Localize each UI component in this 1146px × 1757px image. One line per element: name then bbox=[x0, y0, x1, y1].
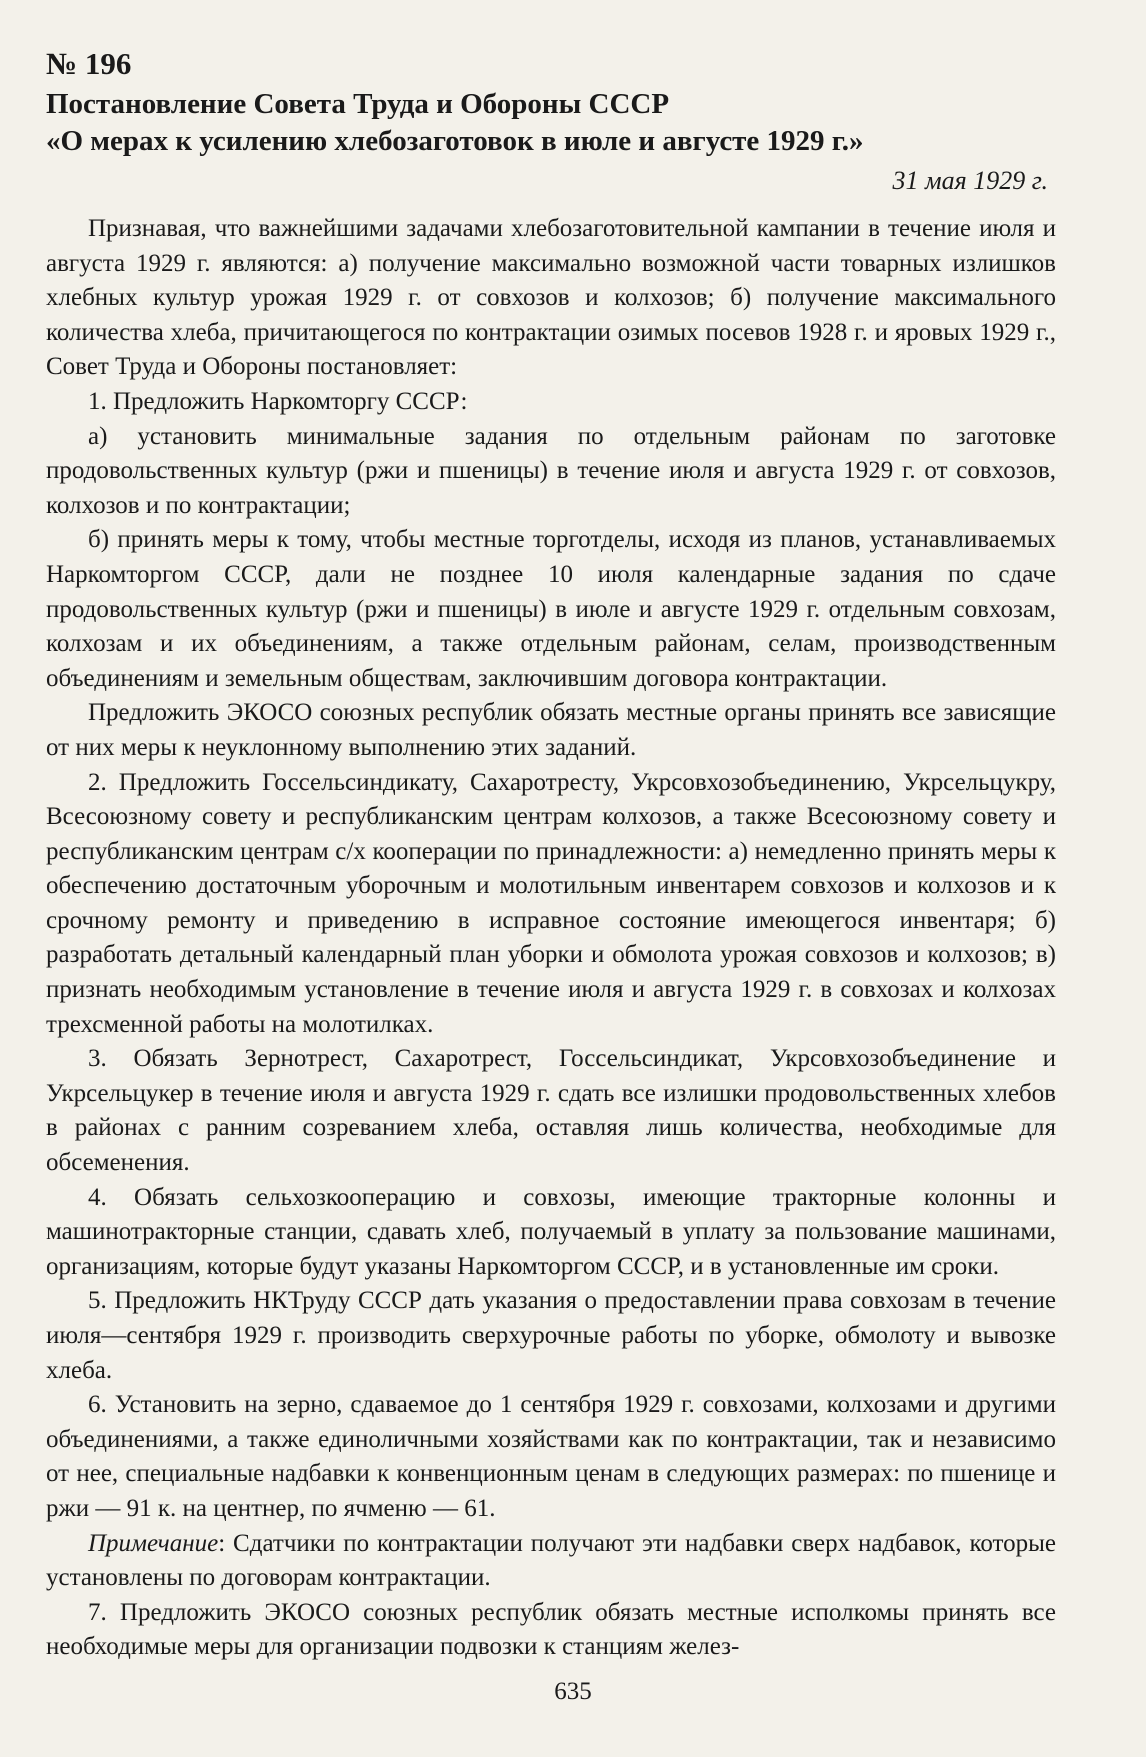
paragraph-preamble: Признавая, что важнейшими задачами хлебозаготовительной кампании в течение июля и августа 1929 г. являются: а) получение максимально возможной части товарных излишков хлебных культур урожая 1929 г. от совхозов и колхозов; б) получение максимального количества хлеба, причитающегося по контрактации озимых посевов 1928 г. и яровых 1929 г., Совет Труда и Обороны постановляет: bbox=[46, 215, 1056, 381]
paragraph-item-1: 1. Предложить Наркомторгу СССР: bbox=[88, 387, 468, 415]
paragraph-item-1a: а) установить минимальные задания по отдельным районам по заготовке продовольственных культур (ржи и пшеницы) в течение июля и августа 1929 г. от совхозов, колхозов и по контрактации; bbox=[46, 422, 1056, 519]
note-paragraph bbox=[46, 1527, 1056, 1596]
document-number: № 196 bbox=[46, 46, 132, 81]
note-text: : Сдатчики по контрактации получают эти надбавки сверх надбавок, которые установлены по договорам контрактации. bbox=[46, 1529, 1056, 1592]
paragraph-item-4: 4. Обязать сельхозкооперацию и совхозы, имеющие тракторные колонны и машинотракторные станции, сдавать хлеб, получаемый в уплату за пользование машинами, организациям, которые будут указаны Наркомторгом СССР, и в установленные им сроки. bbox=[46, 1183, 1056, 1280]
note-label: Примечание bbox=[88, 1529, 219, 1557]
paragraph-item-3: 3. Обязать Зернотрест, Сахаротрест, Госсельсиндикат, Укрсовхозобъединение и Укрсельцукер в течение июля и августа 1929 г. сдать все излишки продовольственных хлебов в районах с ранним созреванием хлеба, оставляя лишь количества, необходимые для обсеменения. bbox=[46, 1045, 1056, 1177]
page-number: 635 bbox=[554, 1678, 592, 1705]
paragraph-item-2: 2. Предложить Госсельсиндикату, Сахаротресту, Укрсовхозобъединению, Укрсельцукру, Всесоюзному совету и республиканским центрам колхозов, а также Всесоюзному совету и республиканским центрам с/х кооперации по принадлежности: а) немедленно принять меры к обеспечению достаточным уборочным и молотильным инвентарем совхозов и колхозов и к срочному ремонту и приведению в исправное состояние имеющегося инвентаря; б) разработать детальный календарный план уборки и обмолота урожая совхозов и колхозов; в) признать необходимым установление в течение июля и августа 1929 г. в совхозах и колхозах трехсменной работы на молотилках. bbox=[46, 768, 1056, 1038]
paragraph-ekoso: Предложить ЭКОСО союзных республик обязать местные органы принять все зависящие от них меры к неуклонному выполнению этих заданий. bbox=[46, 699, 1056, 761]
paragraph-item-1b: б) принять меры к тому, чтобы местные торготделы, исходя из планов, устанавливаемых Наркомторгом СССР, дали не позднее 10 июля календарные задания по сдаче продовольственных культур (ржи и пшеницы) в июле и августе 1929 г. отдельным совхозам, колхозам и их объединениям, а также отдельным районам, селам, производственным объединениям и земельным обществам, заключившим договора контрактации. bbox=[46, 526, 1056, 692]
paragraph-item-6: 6. Установить на зерно, сдаваемое до 1 сентября 1929 г. совхозами, колхозами и другими объединениями, а также единоличными хозяйствами как по контрактации, так и независимо от нее, специальные надбавки к конвенционным ценам в следующих размерах: по пшенице и ржи — 91 к. на центнер, по ячменю — 61. bbox=[46, 1391, 1056, 1522]
document-body bbox=[46, 212, 1056, 1665]
title-line-1: Постановление Совета Труда и Обороны СССР bbox=[46, 88, 670, 120]
title-line-2: «О мерах к усилению хлебозаготовок в июле и августе 1929 г.» bbox=[46, 125, 864, 157]
document-date: 31 мая 1929 г. bbox=[892, 166, 1048, 195]
paragraph-item-5: 5. Предложить НКТруду СССР дать указания о предоставлении права совхозам в течение июля—сентября 1929 г. производить сверхурочные работы по уборке, обмолоту и вывозке хлеба. bbox=[46, 1287, 1056, 1384]
document-page bbox=[46, 44, 1056, 1665]
document-title bbox=[46, 86, 1056, 160]
paragraph-item-7: 7. Предложить ЭКОСО союзных республик обязать местные исполкомы принять все необходимые меры для организации подвозки к станциям желез- bbox=[46, 1598, 1056, 1661]
